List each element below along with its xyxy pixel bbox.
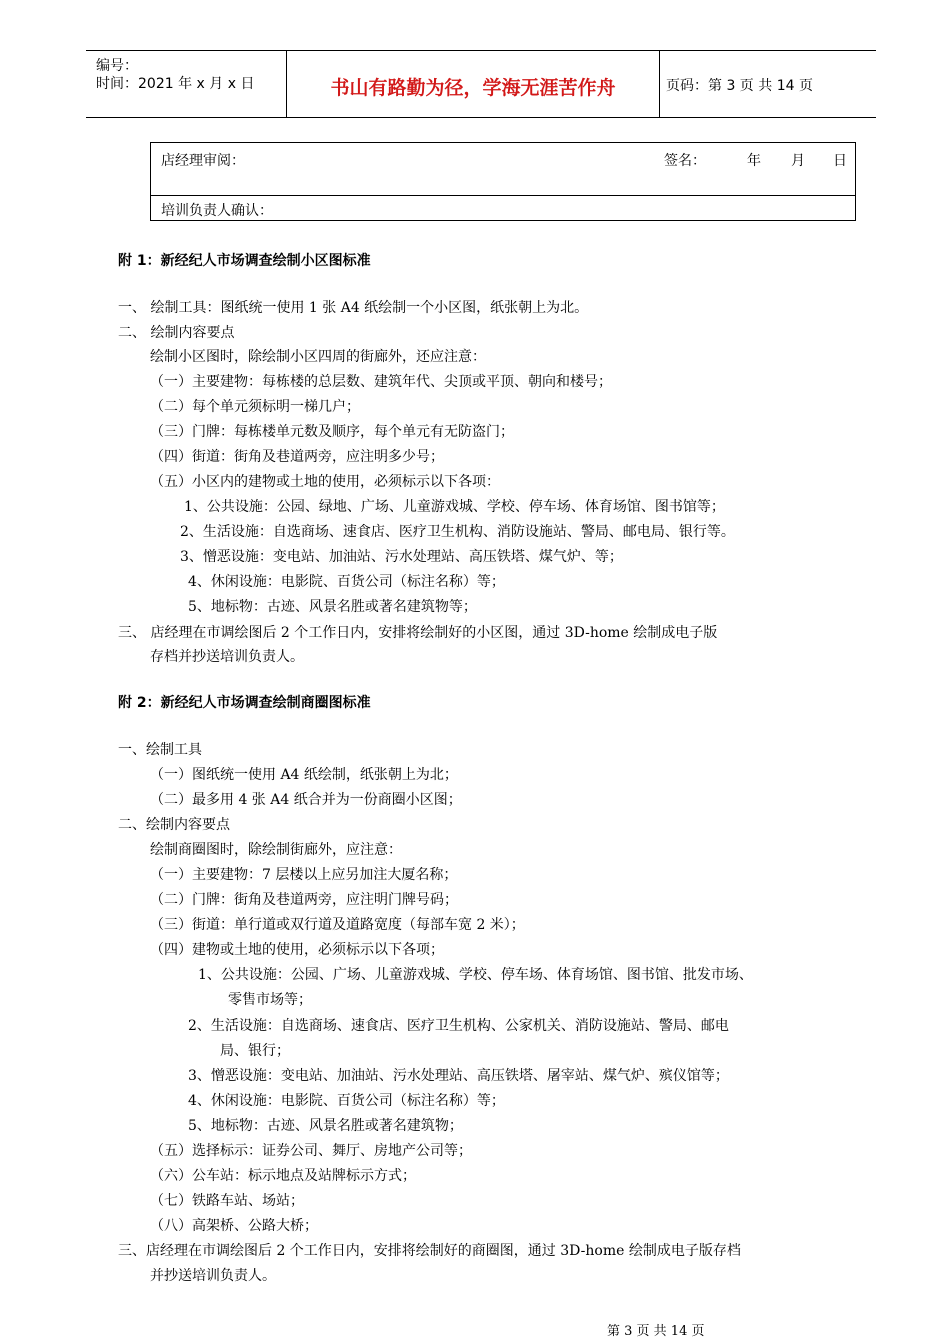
year-label: 年 <box>747 153 761 169</box>
trainer-confirm-label: 培训负责人确认： <box>161 203 273 219</box>
appendix1-line: 二、 绘制内容要点 <box>118 325 235 341</box>
appendix1-line: 5、地标物：古迹、风景名胜或著名建筑物等； <box>188 599 477 615</box>
review-table <box>150 142 856 221</box>
manager-review-label: 店经理审阅： <box>161 153 245 169</box>
appendix1-line: 一、 绘制工具：图纸统一使用 1 张 A4 纸绘制一个小区图，纸张朝上为北。 <box>118 300 589 316</box>
appendix2-line: 三、店经理在市调绘图后 2 个工作日内，安排将绘制好的商圈图，通过 3D-home 绘制成电子版存档 <box>118 1243 741 1259</box>
appendix2-line: 绘制商圈图时，除绘制街廊外，应注意： <box>150 842 402 858</box>
appendix2-line: （一）主要建物：7 层楼以上应另加注大厦名称； <box>150 867 458 883</box>
appendix1-line: （三）门牌：每栋楼单元数及顺序，每个单元有无防盗门； <box>150 424 514 440</box>
number-label: 编号： <box>96 58 138 74</box>
appendix2-line: （二）最多用 4 张 A4 纸合并为一份商圈小区图； <box>150 792 462 808</box>
page-footer: 第 3 页 共 14 页 <box>607 1324 705 1339</box>
appendix2-line: 局、银行； <box>220 1043 290 1059</box>
page-header <box>86 50 876 118</box>
appendix2-line: （八）高架桥、公路大桥； <box>150 1218 318 1234</box>
appendix2-line: （五）选择标示：证券公司、舞厅、房地产公司等； <box>150 1143 472 1159</box>
appendix2-line: （三）街道：单行道或双行道及道路宽度（每部车宽 2 米）； <box>150 917 525 933</box>
appendix2-line: 4、休闲设施：电影院、百货公司（标注名称）等； <box>188 1093 505 1109</box>
appendix2-line: 1、公共设施：公园、广场、儿童游戏城、学校、停车场、体育场馆、图书馆、批发市场、 <box>198 967 753 983</box>
appendix1-line: 2、生活设施：自选商场、速食店、医疗卫生机构、消防设施站、警局、邮电局、银行等。 <box>180 524 735 540</box>
appendix1-line: （一）主要建物：每栋楼的总层数、建筑年代、尖顶或平顶、朝向和楼号； <box>150 374 612 390</box>
appendix1-line: （二）每个单元须标明一梯几户； <box>150 399 360 415</box>
time-label: 时间：2021 年 x 月 x 日 <box>96 76 255 92</box>
appendix1-line: 三、 店经理在市调绘图后 2 个工作日内，安排将绘制好的小区图，通过 3D-home 绘制成电子版 <box>118 625 718 641</box>
appendix2-line: （二）门牌：街角及巷道两旁，应注明门牌号码； <box>150 892 458 908</box>
appendix2-line: 零售市场等； <box>228 992 312 1008</box>
appendix2-line: 3、憎恶设施：变电站、加油站、污水处理站、高压铁塔、屠宰站、煤气炉、殡仪馆等； <box>188 1068 729 1084</box>
appendix1-line: 3、憎恶设施：变电站、加油站、污水处理站、高压铁塔、煤气炉、等； <box>180 549 623 565</box>
appendix2-line: （一）图纸统一使用 A4 纸绘制，纸张朝上为北； <box>150 767 458 783</box>
header-meta <box>86 51 286 117</box>
appendix1-line: （四）街道：街角及巷道两旁，应注明多少号； <box>150 449 444 465</box>
appendix1-line: 存档并抄送培训负责人。 <box>150 649 304 665</box>
appendix2-line: 5、地标物：古迹、风景名胜或著名建筑物； <box>188 1118 463 1134</box>
table-divider <box>151 195 855 196</box>
day-label: 日 <box>833 153 847 169</box>
appendix1-line: 4、休闲设施：电影院、百货公司（标注名称）等； <box>188 574 505 590</box>
appendix2-line: 2、生活设施：自选商场、速食店、医疗卫生机构、公家机关、消防设施站、警局、邮电 <box>188 1018 729 1034</box>
appendix2-line: 并抄送培训负责人。 <box>150 1268 276 1284</box>
appendix1-line: 1、公共设施：公园、绿地、广场、儿童游戏城、学校、停车场、体育场馆、图书馆等； <box>184 499 725 515</box>
appendix2-line: （四）建物或土地的使用，必须标示以下各项； <box>150 942 444 958</box>
appendix1-title: 附 1：新经纪人市场调查绘制小区图标准 <box>118 253 371 269</box>
appendix1-line: （五）小区内的建物或土地的使用，必须标示以下各项： <box>150 474 500 490</box>
header-motto-cell <box>286 51 660 117</box>
appendix2-line: （六）公车站：标示地点及站牌标示方式； <box>150 1168 416 1184</box>
appendix1-line: 绘制小区图时，除绘制小区四周的街廊外，还应注意： <box>150 349 486 365</box>
appendix2-line: 二、绘制内容要点 <box>118 817 230 833</box>
signature-label: 签名： <box>664 153 706 169</box>
appendix2-line: 一、绘制工具 <box>118 742 202 758</box>
appendix2-line: （七）铁路车站、场站； <box>150 1193 304 1209</box>
page-info: 页码：第 3 页 共 14 页 <box>666 78 813 94</box>
motto: 书山有路勤为径，学海无涯苦作舟 <box>330 77 616 99</box>
appendix2-title: 附 2：新经纪人市场调查绘制商圈图标准 <box>118 695 371 711</box>
month-label: 月 <box>791 153 805 169</box>
